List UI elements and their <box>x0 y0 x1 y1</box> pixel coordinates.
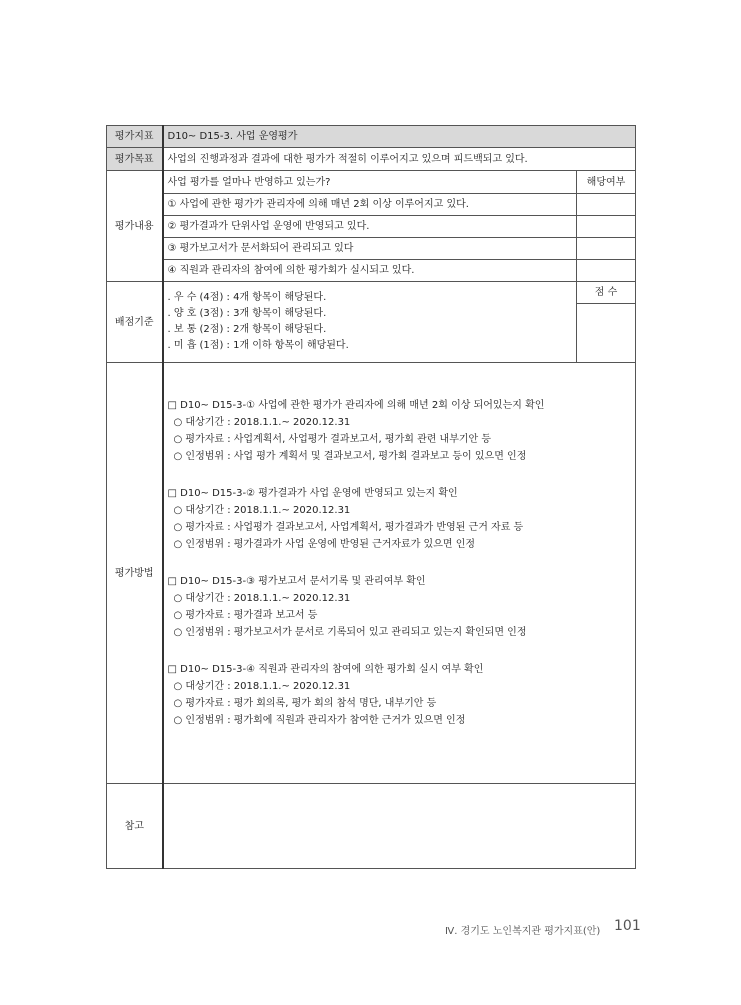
method-heading: □ D10~ D15-3-① 사업에 관한 평가가 관리자에 의해 매년 2회 이상 되어있는지 확인 <box>167 400 545 411</box>
method-line: ○ 인정범위 : 평가보고서가 문서로 기록되어 있고 관리되고 있는지 확인되면 인정 <box>173 627 527 638</box>
content-item-row <box>107 194 636 216</box>
content-question-row <box>107 171 636 194</box>
method-content <box>163 363 636 784</box>
criteria-list <box>163 282 577 363</box>
method-line: ○ 인정범위 : 평가회에 직원과 관리자가 참여한 근거가 있으면 인정 <box>173 715 466 726</box>
content-question: 사업 평가를 얼마나 반영하고 있는가? <box>163 171 577 194</box>
indicator-label: 평가지표 <box>107 126 163 148</box>
method-line: ○ 대상기간 : 2018.1.1.~ 2020.12.31 <box>173 505 351 516</box>
content-label: 평가내용 <box>107 171 163 282</box>
content-item: ③ 평가보고서가 문서화되어 관리되고 있다 <box>163 238 577 260</box>
applicable-header: 해당여부 <box>577 171 636 194</box>
content-item: ④ 직원과 관리자의 참여에 의한 평가회가 실시되고 있다. <box>163 260 577 282</box>
score-cell <box>577 304 636 363</box>
method-block <box>168 485 632 553</box>
method-block <box>168 397 632 465</box>
content-item-row <box>107 216 636 238</box>
criteria-row <box>107 282 636 304</box>
content-item-row <box>107 238 636 260</box>
method-line: ○ 대상기간 : 2018.1.1.~ 2020.12.31 <box>173 681 351 692</box>
method-line: ○ 평가자료 : 평가결과 보고서 등 <box>173 610 318 621</box>
goal-value: 사업의 진행과정과 결과에 대한 평가가 적절히 이루어지고 있으며 피드백되고 있다. <box>163 148 636 171</box>
reference-label: 참고 <box>107 784 163 869</box>
content-item-row <box>107 260 636 282</box>
applicable-cell <box>577 238 636 260</box>
method-block <box>168 573 632 641</box>
method-heading: □ D10~ D15-3-③ 평가보고서 문서기록 및 관리여부 확인 <box>167 576 426 587</box>
method-line: ○ 대상기간 : 2018.1.1.~ 2020.12.31 <box>173 417 351 428</box>
evaluation-table <box>106 125 636 869</box>
method-heading: □ D10~ D15-3-② 평가결과가 사업 운영에 반영되고 있는지 확인 <box>167 488 458 499</box>
method-line: ○ 평가자료 : 평가 회의록, 평가 회의 참석 명단, 내부기안 등 <box>173 698 437 709</box>
page-number: 101 <box>614 918 641 934</box>
applicable-cell <box>577 216 636 238</box>
criteria-line: . 양 호 (3점) : 3개 항목이 해당된다. <box>167 308 327 319</box>
criteria-line: . 우 수 (4점) : 4개 항목이 해당된다. <box>167 292 327 303</box>
indicator-value: D10~ D15-3. 사업 운영평가 <box>163 126 636 148</box>
goal-label: 평가목표 <box>107 148 163 171</box>
criteria-line: . 미 흡 (1점) : 1개 이하 항목이 해당된다. <box>167 340 349 351</box>
reference-content <box>163 784 636 869</box>
reference-row <box>107 784 636 869</box>
method-line: ○ 평가자료 : 사업평가 결과보고서, 사업계획서, 평가결과가 반영된 근거 자료 등 <box>173 522 524 533</box>
footer-text: Ⅳ. 경기도 노인복지관 평가지표(안) <box>445 926 601 937</box>
goal-row <box>107 148 636 171</box>
criteria-line: . 보 통 (2점) : 2개 항목이 해당된다. <box>167 324 327 335</box>
method-block <box>168 661 632 729</box>
method-line: ○ 인정범위 : 사업 평가 계획서 및 결과보고서, 평가회 결과보고 등이 있으면 인정 <box>173 451 527 462</box>
method-line: ○ 평가자료 : 사업계획서, 사업평가 결과보고서, 평가회 관련 내부기안 등 <box>173 434 492 445</box>
method-line: ○ 인정범위 : 평가결과가 사업 운영에 반영된 근거자료가 있으면 인정 <box>173 539 476 550</box>
method-heading: □ D10~ D15-3-④ 직원과 관리자의 참여에 의한 평가회 실시 여부 확인 <box>167 664 484 675</box>
criteria-label: 배점기준 <box>107 282 163 363</box>
method-label: 평가방법 <box>107 363 163 784</box>
applicable-cell <box>577 194 636 216</box>
indicator-row <box>107 126 636 148</box>
content-item: ② 평가결과가 단위사업 운영에 반영되고 있다. <box>163 216 577 238</box>
applicable-cell <box>577 260 636 282</box>
score-header: 점 수 <box>577 282 636 304</box>
content-item: ① 사업에 관한 평가가 관리자에 의해 매년 2회 이상 이루어지고 있다. <box>163 194 577 216</box>
method-line: ○ 대상기간 : 2018.1.1.~ 2020.12.31 <box>173 593 351 604</box>
method-row <box>107 363 636 784</box>
